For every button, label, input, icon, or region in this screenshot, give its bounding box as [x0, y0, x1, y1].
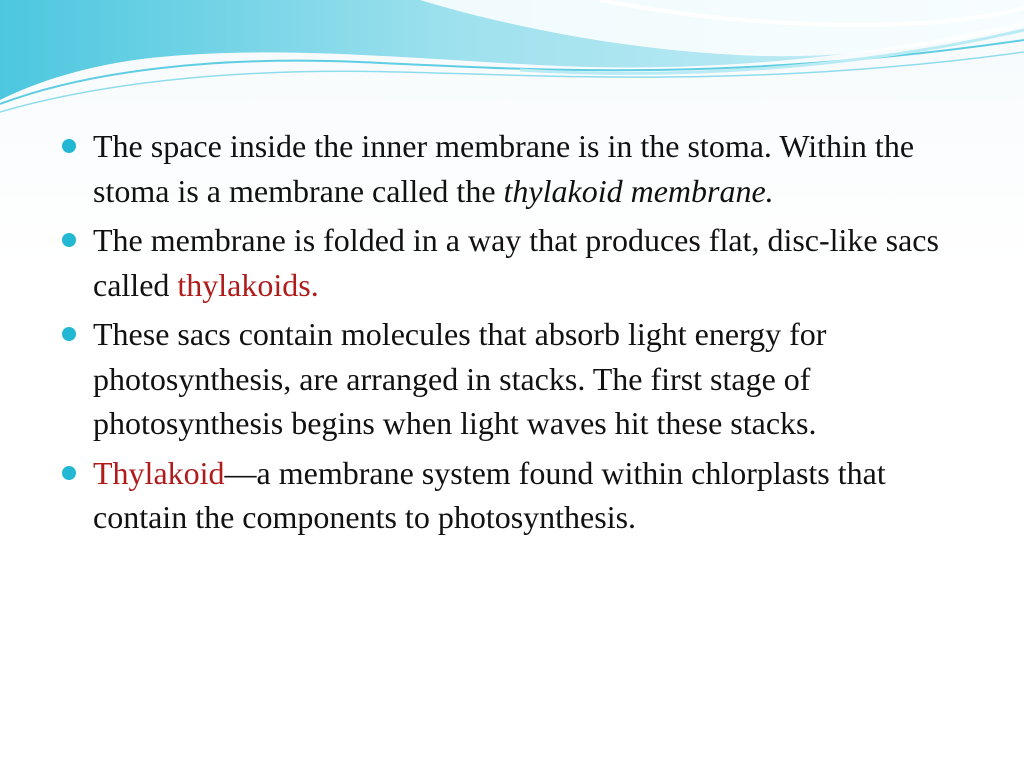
bullet-item	[62, 312, 962, 446]
header-wave-decoration	[0, 0, 1024, 120]
bullet-item	[62, 124, 962, 213]
bullet-list	[62, 124, 962, 545]
bullet-text-highlight: Thylakoid	[93, 454, 225, 491]
bullet-item	[62, 218, 962, 307]
bullet-marker-icon	[62, 139, 76, 153]
bullet-text: The membrane is folded in a way that produces flat, disc-like sacs called	[93, 222, 939, 303]
bullet-marker-icon	[62, 233, 76, 247]
bullet-text-highlight: thylakoids.	[177, 266, 319, 303]
bullet-marker-icon	[62, 327, 76, 341]
bullet-text: These sacs contain molecules that absorb light energy for photosynthesis, are arranged in stacks. The first stage of photosynthesis begins when light waves hit these stacks.	[93, 316, 827, 441]
bullet-text: The space inside the inner membrane is in the stoma. Within the stoma is a membrane called the	[93, 128, 915, 209]
bullet-marker-icon	[62, 466, 76, 480]
bullet-item	[62, 451, 962, 540]
bullet-text: —a membrane system found within chlorplasts that contain the components to photosynthesis.	[93, 454, 886, 535]
bullet-text-italic: thylakoid membrane.	[503, 172, 774, 209]
